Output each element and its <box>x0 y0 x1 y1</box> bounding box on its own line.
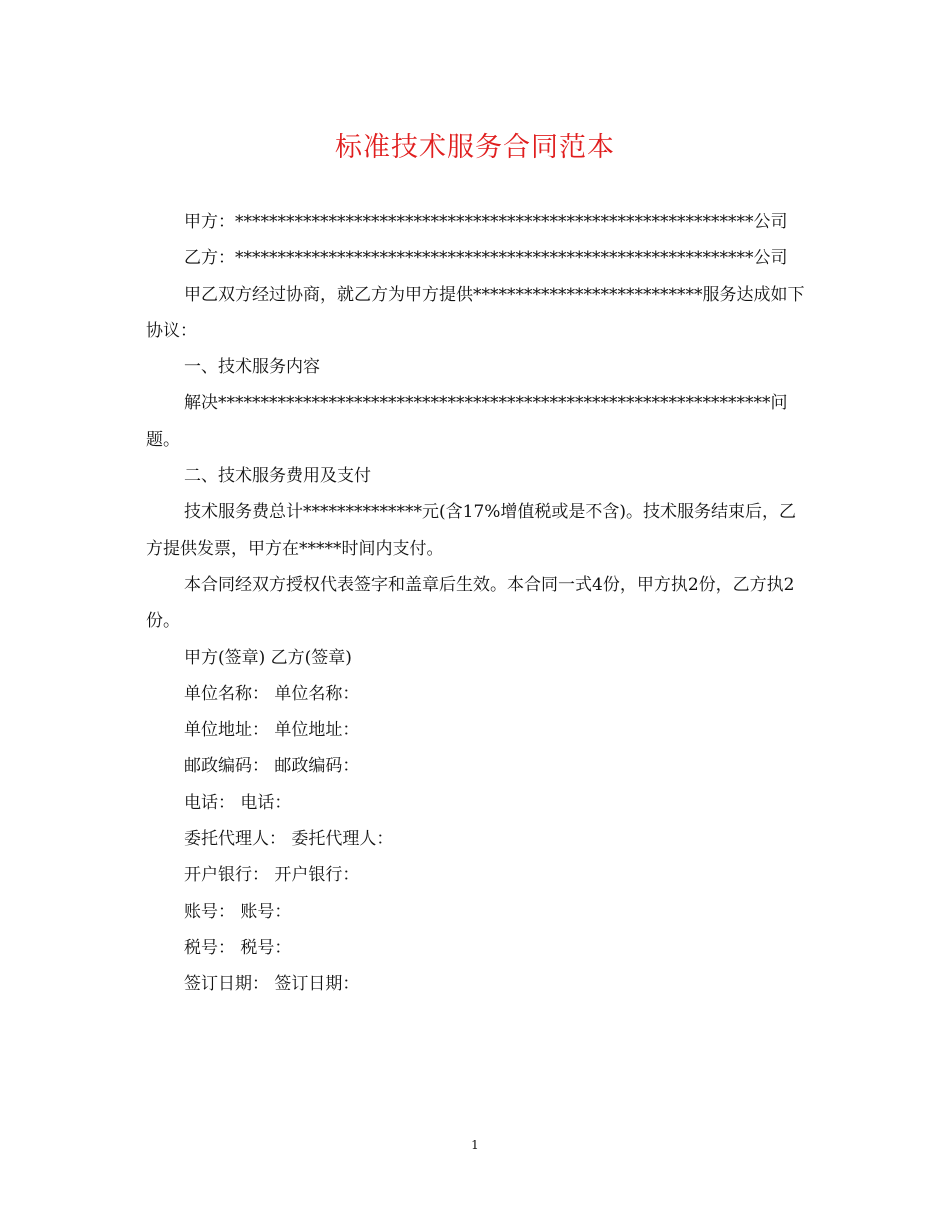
field-unit-name: 单位名称： 单位名称： <box>184 683 360 704</box>
field-tax-id: 税号： 税号： <box>184 937 292 958</box>
party-a-line: 甲方：*************************************************************公司 <box>184 212 788 232</box>
validity-paragraph: 本合同经双方授权代表签字和盖章后生效。本合同一式4份，甲方执2份，乙方执2份。 <box>146 574 795 632</box>
document-body <box>146 204 806 1003</box>
agreement-intro: 甲乙双方经过协商，就乙方为甲方提供***************************服务达成如下协议： <box>146 284 805 341</box>
field-bank: 开户银行： 开户银行： <box>184 865 360 886</box>
signature-header: 甲方(签章) 乙方(签章) <box>184 647 352 668</box>
field-agent: 委托代理人： 委托代理人： <box>184 829 394 850</box>
field-sign-date: 签订日期： 签订日期： <box>184 974 360 995</box>
document-title: 标准技术服务合同范本 <box>335 132 615 163</box>
page-number: 1 <box>471 1138 479 1152</box>
service-content: 解决*****************************************************************问题。 <box>146 393 788 450</box>
section-2-heading: 二、技术服务费用及支付 <box>184 466 371 487</box>
field-postal-code: 邮政编码： 邮政编码： <box>184 756 360 777</box>
field-phone: 电话： 电话： <box>184 792 292 813</box>
fee-paragraph: 技术服务费总计**************元(含17%增值税或是不含)。技术服务结束后，乙方提供发票，甲方在*****时间内支付。 <box>146 502 797 559</box>
field-account: 账号： 账号： <box>184 901 292 922</box>
party-b-line: 乙方：*************************************************************公司 <box>184 248 788 269</box>
section-1-heading: 一、技术服务内容 <box>184 357 320 378</box>
field-unit-address: 单位地址： 单位地址： <box>184 720 360 741</box>
